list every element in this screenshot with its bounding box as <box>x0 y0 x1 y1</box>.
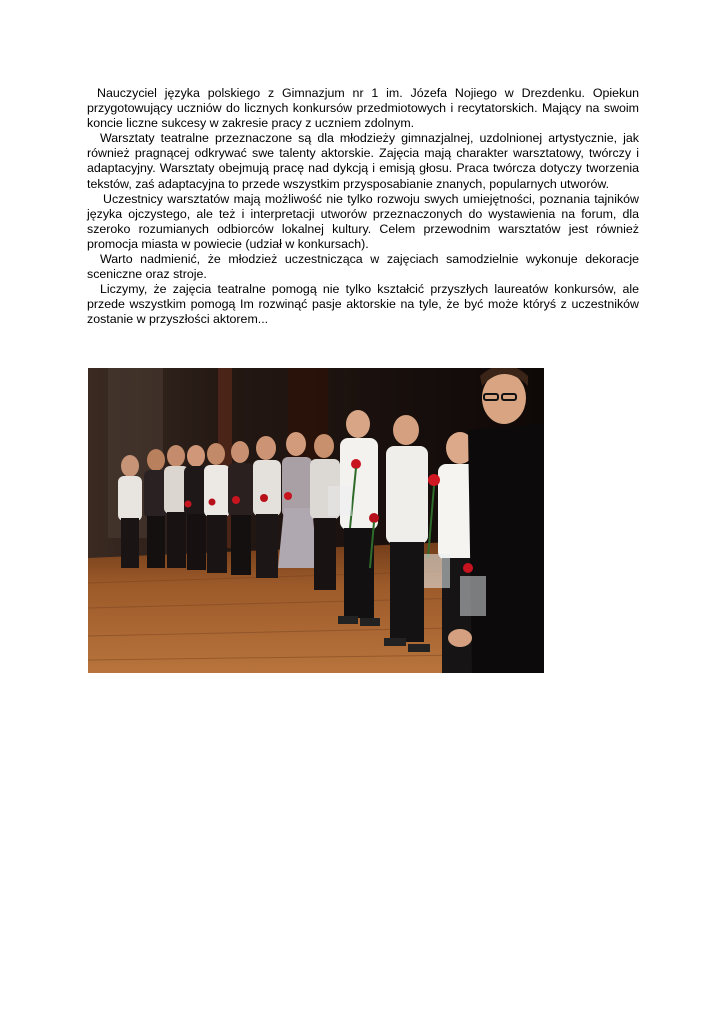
article-text <box>87 86 639 328</box>
paragraph-decorations: Warto nadmienić, że młodzież uczestnicząca w zajęciach samodzielnie wykonuje dekoracje sceniczne oraz stroje. <box>87 252 639 282</box>
paragraph-participants: Uczestnicy warsztatów mają możliwość nie tylko rozwoju swych umiejętności, poznania tajników języka ojczystego, ale też i interpretacji utworów przeznaczonych do wystawienia na forum, dla szeroko rozumianych odbiorców lokalnej kultury. Celem przewodnim warsztatów jest również promocja miasta w powiecie (udział w konkursach). <box>87 191 639 251</box>
group-photo <box>88 368 544 673</box>
paragraph-workshops: Warsztaty teatralne przeznaczone są dla młodzieży gimnazjalnej, uzdolnionej artystycznie, jak również pragnącej odkrywać swe talenty aktorskie. Zajęcia mają charakter warsztatowy, twórczy i adaptacyjny. Warsztaty obejmują pracę nad dykcją i emisją głosu. Praca twórcza dotyczy tworzenia tekstów, zaś adaptacyjna to przede wszystkim przysposabianie znanych, popularnych utworów. <box>87 131 639 191</box>
group-photo-illustration <box>88 368 544 673</box>
paragraph-hopes: Liczymy, że zajęcia teatralne pomogą nie tylko kształcić przyszłych laureatów konkursów, ale przede wszystkim pomogą Im rozwinąć pasje aktorskie na tyle, że być może któryś z uczestników zostanie w przyszłości aktorem... <box>87 282 639 327</box>
paragraph-teacher: Nauczyciel języka polskiego z Gimnazjum nr 1 im. Józefa Nojiego w Drezdenku. Opiekun przygotowujący uczniów do licznych konkursów przedmiotowych i recytatorskich. Mający na swoim koncie liczne sukcesy w zakresie pracy z uczniem zdolnym. <box>87 86 639 131</box>
